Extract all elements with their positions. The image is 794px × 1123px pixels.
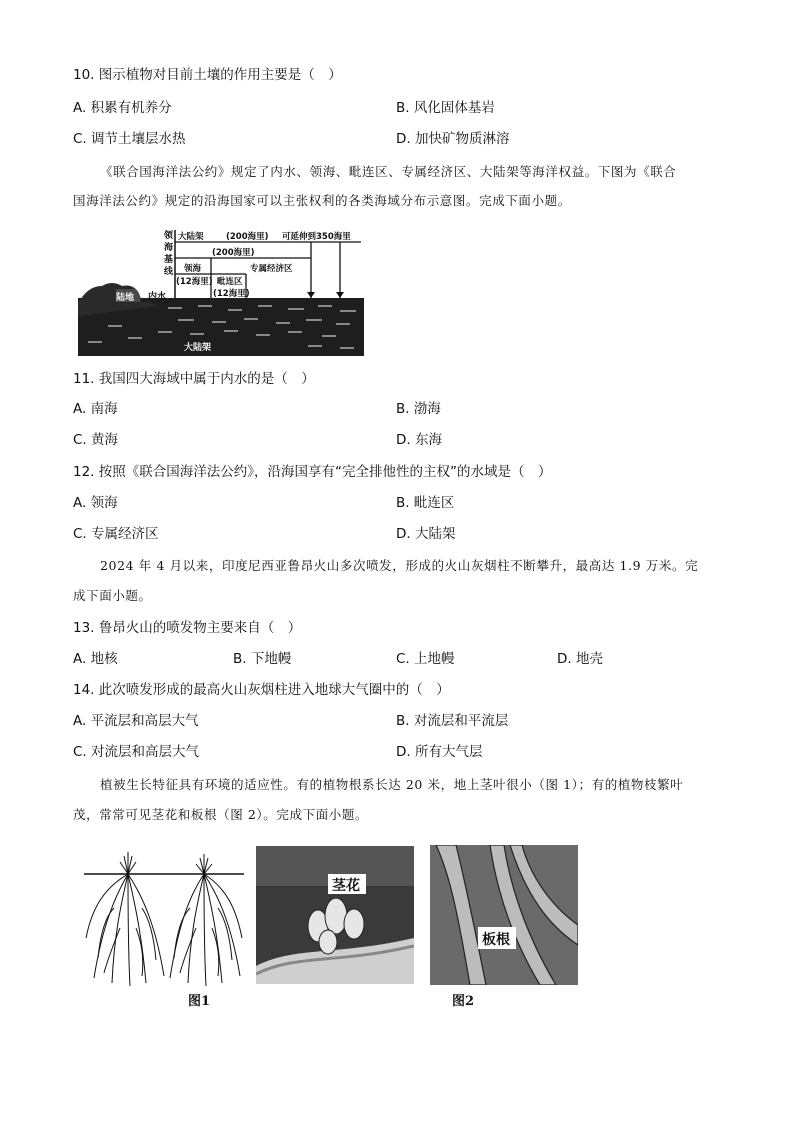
q13-option-a[interactable]: A. 地核 — [73, 651, 118, 667]
territorial-label: 领海 — [184, 264, 202, 274]
shelf-label: 大陆架 — [178, 232, 204, 242]
buttress-root-label: 板根 — [482, 932, 510, 948]
stem-flower-label: 茎花 — [332, 878, 360, 894]
extend-label: 可延伸到350海里 — [282, 232, 351, 242]
q12-option-c[interactable]: C. 专属经济区 — [73, 526, 159, 542]
seafloor-shelf-label: 大陆架 — [184, 343, 212, 353]
passage3-line2: 茂，常常可见茎花和板根（图 2）。完成下面小题。 — [73, 807, 369, 822]
svg-text:领: 领 — [164, 231, 174, 241]
arrow-eez — [307, 292, 315, 298]
q14-option-b[interactable]: B. 对流层和平流层 — [396, 713, 509, 729]
q14-option-c[interactable]: C. 对流层和高层大气 — [73, 744, 200, 760]
q10-option-a[interactable]: A. 积累有机养分 — [73, 100, 172, 116]
contiguous-label: 毗连区 — [217, 277, 243, 287]
q14-stem: 14. 此次喷发形成的最高火山灰烟柱进入地球大气圈中的（ ） — [73, 682, 450, 698]
q12-stem: 12. 按照《联合国海洋法公约》，沿海国享有“完全排他性的主权”的水域是（ ） — [73, 464, 552, 480]
q11-option-d[interactable]: D. 东海 — [396, 432, 442, 448]
territorial-distance: (12海里) — [176, 277, 213, 287]
q13-option-c[interactable]: C. 上地幔 — [396, 651, 455, 667]
svg-text:海: 海 — [164, 243, 174, 253]
internal-water-label: 内水 — [148, 292, 167, 302]
q11-option-b[interactable]: B. 渤海 — [396, 401, 441, 417]
figure1-caption: 图1 — [188, 994, 211, 1009]
passage2-line2: 成下面小题。 — [73, 588, 152, 603]
q11-stem: 11. 我国四大海域中属于内水的是（ ） — [73, 371, 315, 387]
maritime-zones-diagram — [78, 226, 364, 356]
svg-text:线: 线 — [164, 267, 174, 277]
q12-option-d[interactable]: D. 大陆架 — [396, 526, 456, 542]
figure2-buttress-root-photo — [430, 845, 578, 985]
passage2-line1: 2024 年 4 月以来，印度尼西亚鲁昂火山多次喷发，形成的火山灰烟柱不断攀升，最高达 1.9 万米。完 — [100, 558, 699, 573]
q11-option-c[interactable]: C. 黄海 — [73, 432, 119, 448]
q12-option-a[interactable]: A. 领海 — [73, 495, 118, 511]
q13-option-b[interactable]: B. 下地幔 — [233, 651, 292, 667]
passage1-line2: 国海洋法公约》规定的沿海国家可以主张权利的各类海域分布示意图。完成下面小题。 — [73, 193, 571, 208]
q13-stem: 13. 鲁昂火山的喷发物主要来自（ ） — [73, 620, 302, 636]
land-label: 陆地 — [116, 293, 135, 303]
eez-distance: (200海里) — [212, 248, 255, 258]
q14-option-d[interactable]: D. 所有大气层 — [396, 744, 483, 760]
q14-option-a[interactable]: A. 平流层和高层大气 — [73, 713, 199, 729]
figure2-caption: 图2 — [452, 994, 475, 1009]
figure1-root-system — [84, 848, 244, 988]
q10-option-d[interactable]: D. 加快矿物质淋溶 — [396, 131, 510, 147]
arrow-shelf — [336, 292, 344, 298]
contiguous-distance: (12海里) — [213, 289, 250, 299]
q11-option-a[interactable]: A. 南海 — [73, 401, 118, 417]
q12-option-b[interactable]: B. 毗连区 — [396, 495, 455, 511]
q10-option-c[interactable]: C. 调节土壤层水热 — [73, 131, 186, 147]
shelf-distance: (200海里) — [226, 232, 269, 242]
q10-stem: 10. 图示植物对目前土壤的作用主要是（ ） — [73, 67, 342, 83]
figure2-stem-flower-photo — [256, 846, 414, 984]
q13-option-d[interactable]: D. 地壳 — [557, 651, 603, 667]
baseline-label — [163, 229, 174, 277]
q10-option-b[interactable]: B. 风化固体基岩 — [396, 100, 495, 116]
passage3-line1: 植被生长特征具有环境的适应性。有的植物根系长达 20 米，地上茎叶很小（图 1）；有的植物枝繁叶 — [100, 777, 684, 792]
svg-text:基: 基 — [164, 255, 174, 265]
eez-label: 专属经济区 — [250, 264, 293, 274]
passage1-line1: 《联合国海洋法公约》规定了内水、领海、毗连区、专属经济区、大陆架等海洋权益。下图为《联合 — [100, 164, 677, 179]
